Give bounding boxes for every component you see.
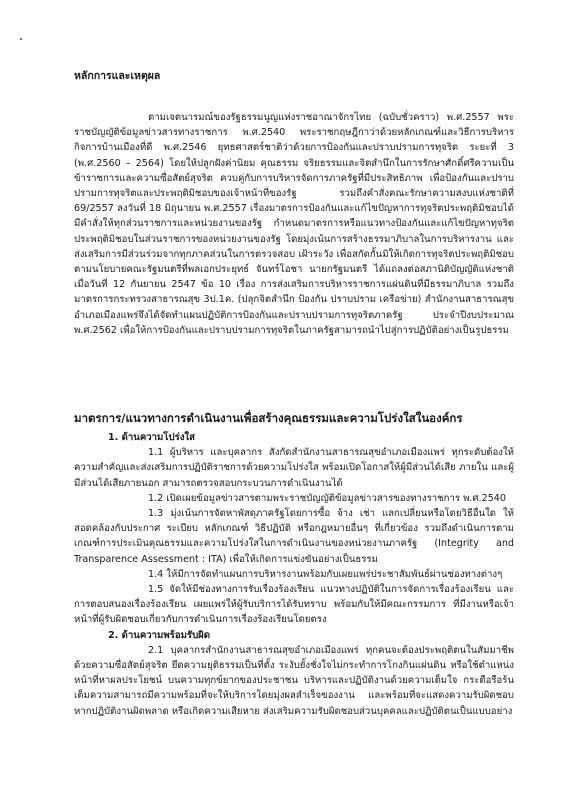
item-1-5: 1.5 จัดให้มีช่องทางการรับเรื่องร้องเรียน แนวทางปฏิบัติในการจัดการเรื่องร้องเรียน และการตอบสนองเรื่องร้องเรียน เผยแพร่ให้ผู้รับบริการได้รับทราบ พร้อมกับให้มีคณะกรรมการ ที่มีงานหรือเจ้าหน้าที่ผู้รับผิดชอบเกี่ยวกับการดำเนินการเรื่องร้องเรียนโดยตรง bbox=[74, 584, 514, 626]
item-2-1: 2.1 บุคลากรสำนักงานสาธารณสุขอำเภอเมืองแพร่ ทุกคนจะต้องประพฤติตนในสัมมาชีพด้วยความซื่อสัตย์สุจริต ยึดความยุติธรรมเป็นที่ตั้ง ระงับยั้งชั่งใจไม่กระทำการโกงกินแผ่นดิน หรือใช้ตำแหน่งหน้าที่หาผลประโยชน์ บนความทุกข์ยากของประชาชน บริหารและปฏิบัติงานด้วยความเต็มใจ กระตือรือร้น เต็มความสามารถมีความพร้อมที่จะให้บริการโดยมุ่งผลสำเร็จของงาน และพร้อมที่จะแสดงความรับผิดชอบหากปฏิบัติงานผิดพลาด หรือเกิดความเสียหาย ส่งเสริมความรับผิดชอบส่วนบุคคลและปฏิบัติตนเป็นแบบอย่าง bbox=[74, 644, 514, 717]
scan-speck bbox=[20, 38, 22, 40]
heading: หลักการและเหตุผล bbox=[74, 70, 161, 82]
item-1-3: 1.3 มุ่งเน้นการจัดหาพัสดุภาครัฐโดยการซื้อ จ้าง เช่า แลกเปลี่ยนหรือโดยวิธีอื่นใด ให้สอดคล้องกับประกาศ ระเบียบ หลักเกณฑ์ วิธีปฏิบัติ หรือกฎหมายอื่นๆ ที่เกี่ยวข้อง รวมถึงดำเนินการตามเกณฑ์การประเมินคุณธรรมและความโปร่งใสในการดำเนินงานของหน่วยงานภาครัฐ (Integrity and Transparence Assessment : ITA) เพื่อให้เกิดการแข่งขันอย่างเป็นธรรม bbox=[74, 508, 514, 565]
subsection-title-accountability: 2. ด้านความพร้อมรับผิด bbox=[108, 629, 211, 641]
intro-block bbox=[74, 110, 514, 338]
subsection-title-transparency: 1. ด้านความโปร่งใส bbox=[108, 432, 195, 443]
measures-block bbox=[74, 430, 514, 719]
intro-paragraph: ตามเจตนารมณ์ของรัฐธรรมนูญแห่งราชอาณาจักรไทย (ฉบับชั่วคราว) พ.ศ.2557 พระราชบัญญัติข้อมูลข่าวสารทางราชการ พ.ศ.2540 พระราชกฤษฎีกาว่าด้วยหลักเกณฑ์และวิธีการบริหารกิจการบ้านเมืองที่ดี พ.ศ.2546 ยุทธศาสตร์ชาติว่าด้วยการป้องกันและปราบปรามการทุจริต ระยะที่ 3 (พ.ศ.2560 – 2564) โดยให้ปลูกฝังค่านิยม คุณธรรม จริยธรรมและจิตสำนึกในการรักษาศักดิ์ศรีความเป็นข้าราชการและความซื่อสัตย์สุจริต ควบคู่กับการบริหารจัดการภาครัฐที่มีประสิทธิภาพ เพื่อป้องกันและปราบปรามการทุจริตและประพฤติมิชอบของเจ้าหน้าที่ของรัฐ รวมถึงคำสั่งคณะรักษาความสงบแห่งชาติที่ 69/2557 ลงวันที่ 18 มิถุนายน พ.ศ.2557 เรื่องมาตรการป้องกันและแก้ไขปัญหาการทุจริตประพฤติมิชอบได้มีคำสั่งให้ทุกส่วนราชการและหน่วยงานของรัฐ กำหนดมาตรการหรือแนวทางป้องกันและแก้ไขปัญหาทุจริตประพฤติมิชอบในส่วนราชการของหน่วยงานของรัฐ โดยมุ่งเน้นการสร้างธรรมาภิบาลในการบริหารงาน และส่งเสริมการมีส่วนร่วมจากทุกภาคส่วนในการตรวจสอบ เฝ้าระวัง เพื่อสกัดกั้นมิให้เกิดการทุจริตประพฤติมิชอบตามนโยบายคณะรัฐมนตรีที่พลเอกประยุทธ์ จันทร์โอชา นายกรัฐมนตรี ได้แถลงต่อสภานิติบัญญัติแห่งชาติเมื่อวันที่ 12 กันยายน 2547 ข้อ 10 เรื่อง การส่งเสริมการบริหารราชการแผ่นดินที่มีธรรมาภิบาล รวมถึงมาตรการกระทรวงสาธารณสุข 3ป.1ค. (ปลุกจิตสำนึก ป้องกัน ปราบปราม เครือข่าย) สำนักงานสาธารณสุขอำเภอเมืองแพร่จึงได้จัดทำแผนปฏิบัติการป้องกันและปราบปรามการทุจริตภาครัฐ ประจำปีงบประมาณ พ.ศ.2562 เพื่อให้การป้องกันและปราบปรามการทุจริตในภาครัฐสามารถนำไปสู่การปฏิบัติอย่างเป็นรูปธรรม bbox=[74, 112, 514, 336]
item-1-2: 1.2 เปิดเผยข้อมูลข่าวสารตามพระราชบัญญัติข้อมูลข่าวสารของทางราชการ พ.ศ.2540 bbox=[148, 492, 506, 504]
item-1-1: 1.1 ผู้บริหาร และบุคลากร สังกัดสำนักงานสาธารณสุขอำเภอเมืองแพร่ ทุกระดับต้องให้ความสำคัญและส่งเสริมการปฏิบัติราชการด้วยความโปร่งใส พร้อมเปิดโอกาสให้ผู้มีส่วนได้เสีย ภายใน และผู้มีส่วนได้เสียภายนอก สามารถตรวจสอบกระบวนการดำเนินงานได้ bbox=[74, 447, 514, 489]
section-title: มาตรการ/แนวทางการดำเนินงานเพื่อสร้างคุณธรรมและความโปร่งใสในองค์กร bbox=[74, 411, 463, 425]
item-1-4: 1.4 ให้มีการจัดทำแผนการบริหารงานพร้อมกับเผยแพร่ประชาสัมพันธ์ผ่านช่องทางต่างๆ bbox=[148, 568, 503, 580]
